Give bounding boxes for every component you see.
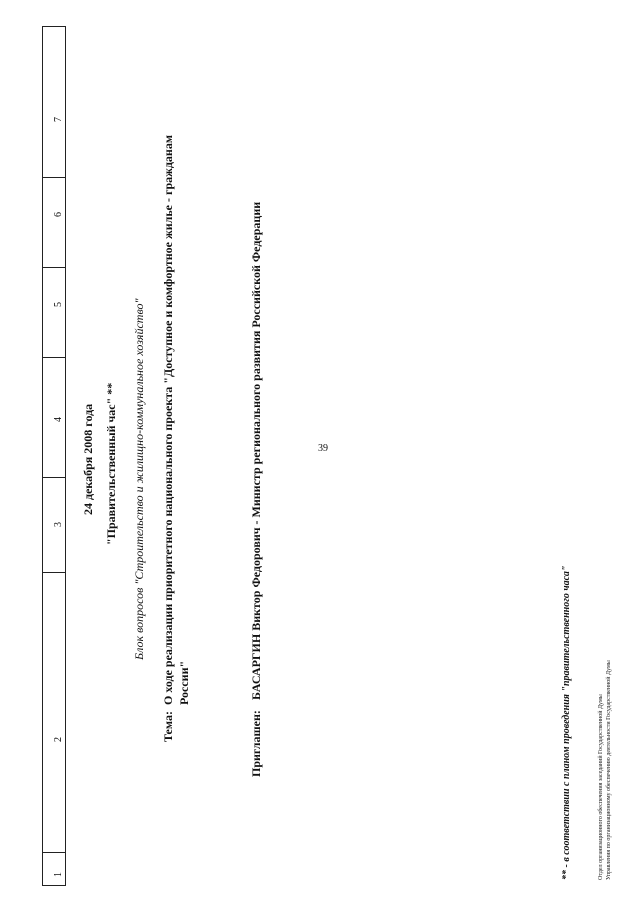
- table-divider: [43, 477, 65, 478]
- column-number-3: 3: [53, 522, 64, 527]
- table-divider: [43, 572, 65, 573]
- footer-line1: Отдел организационного обеспечения заседаний Государственной Думы: [598, 694, 604, 880]
- column-number-1: 1: [53, 872, 64, 877]
- topic-text-line2: России": [177, 660, 191, 705]
- column-number-5: 5: [53, 302, 64, 307]
- question-block: Блок вопросов "Строительство и жилищно-коммунальное хозяйство": [132, 298, 146, 660]
- column-number-table: [42, 26, 66, 886]
- footer-line2: Управления по организационному обеспечению деятельности Государственной Думы: [606, 660, 612, 880]
- column-number-7: 7: [53, 117, 64, 122]
- table-divider: [43, 177, 65, 178]
- page-number: 39: [318, 443, 328, 454]
- session-date: 24 декабря 2008 года: [81, 403, 95, 515]
- topic-text-line1: О ходе реализации приоритетного национального проекта "Доступное и комфортное жилье - гражданам: [161, 135, 175, 705]
- topic-label: Тема:: [161, 711, 175, 742]
- column-number-6: 6: [53, 212, 64, 217]
- session-title: "Правительственный час" **: [104, 382, 118, 545]
- invited-label: Приглашен:: [249, 710, 263, 777]
- column-number-4: 4: [53, 417, 64, 422]
- table-divider: [43, 357, 65, 358]
- invited-text: БАСАРГИН Виктор Федорович - Министр регионального развития Российской Федерации: [249, 201, 263, 700]
- footnote: ** - в соответствии с планом проведения "правительственного часа": [561, 565, 572, 880]
- table-divider: [43, 852, 65, 853]
- table-divider: [43, 267, 65, 268]
- column-number-2: 2: [53, 737, 64, 742]
